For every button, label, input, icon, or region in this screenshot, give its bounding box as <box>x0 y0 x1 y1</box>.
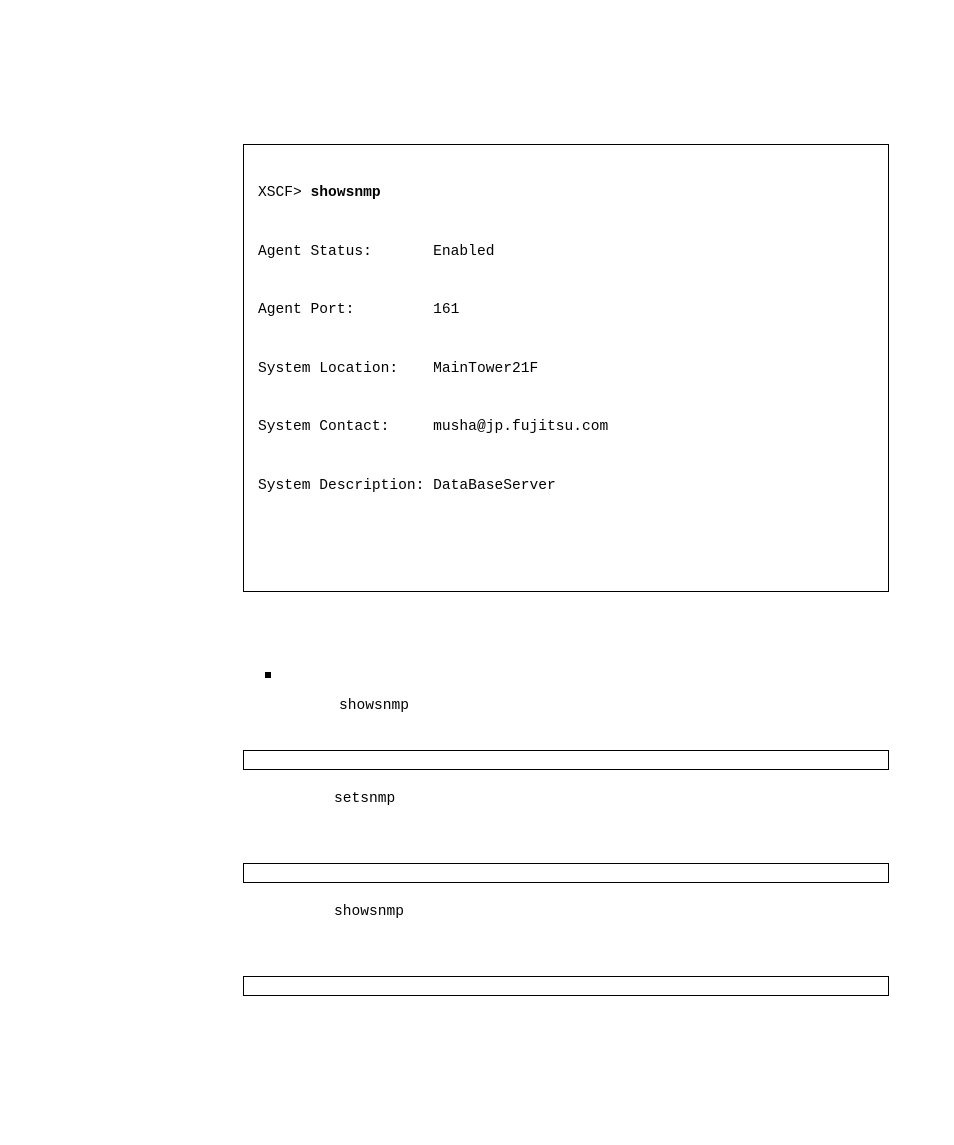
bullet-marker <box>265 672 271 678</box>
output-line: System Contact: musha@jp.fujitsu.com <box>258 419 609 435</box>
output-line: System Description: DataBaseServer <box>258 477 556 494</box>
command-line <box>258 184 888 204</box>
command-text: showsnmp <box>310 185 381 201</box>
command-box <box>243 863 889 883</box>
step-text: setsnmp <box>334 791 396 807</box>
step-text: showsnmp <box>334 904 405 920</box>
step-text: showsnmp <box>339 698 410 714</box>
output-line <box>258 535 888 555</box>
command-box <box>243 750 889 770</box>
output-line: Agent Status: Enabled <box>258 243 495 260</box>
prompt: XSCF> <box>258 185 311 201</box>
command-box <box>243 976 889 996</box>
output-line: System Location: MainTower21F <box>258 360 539 377</box>
output-line: Agent Port: 161 <box>258 302 460 318</box>
showsnmp-output-box <box>243 144 889 592</box>
